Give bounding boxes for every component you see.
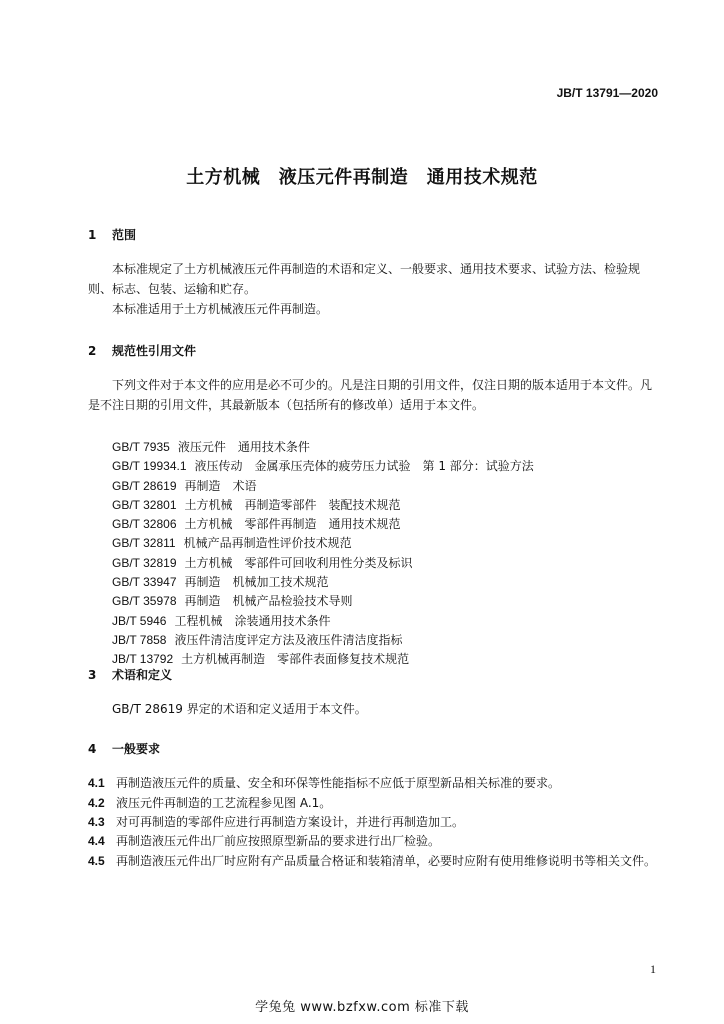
reference-code: GB/T 19934.1 — [112, 459, 187, 474]
section-3-heading — [88, 666, 172, 683]
reference-code: JB/T 5946 — [112, 613, 167, 628]
reference-code: GB/T 33947 — [112, 575, 177, 590]
standard-code: JB/T 13791—2020 — [556, 86, 658, 100]
clause-number: 4.4 — [88, 834, 105, 848]
section-title: 术语和定义 — [112, 668, 173, 682]
reference-code: GB/T 32811 — [112, 536, 176, 551]
reference-code: GB/T 35978 — [112, 594, 177, 609]
clause-text: 再制造液压元件出厂前应按照原型新品的要求进行出厂检验。 — [116, 834, 441, 848]
reference-title: 再制造 术语 — [184, 478, 257, 493]
terms-paragraph: GB/T 28619 界定的术语和定义适用于本文件。 — [112, 702, 367, 716]
reference-item — [112, 554, 534, 573]
reference-title: 液压元件 通用技术条件 — [177, 440, 310, 454]
clause-number: 4.2 — [88, 796, 105, 810]
reference-item — [112, 477, 534, 496]
reference-code: GB/T 32819 — [112, 555, 177, 570]
reference-code: GB/T 32801 — [112, 497, 177, 512]
clause-text: 再制造液压元件的质量、安全和环保等性能指标不应低于原型新品相关标准的要求。 — [116, 776, 561, 790]
reference-title: 土方机械 再制造零部件 装配技术规范 — [184, 497, 401, 512]
reference-title: 机械产品再制造性评价技术规范 — [183, 536, 352, 551]
reference-title: 再制造 机械产品检验技术导则 — [184, 594, 353, 609]
watermark-footer: 学兔兔 www.bzfxw.com 标准下载 — [255, 1000, 469, 1015]
reference-item — [112, 515, 534, 534]
section-title: 范围 — [112, 228, 137, 242]
reference-code: GB/T 32806 — [112, 517, 177, 532]
reference-title: 液压传动 金属承压壳体的疲劳压力试验 第 1 部分：试验方法 — [194, 459, 534, 474]
reference-item — [112, 534, 534, 553]
reference-item — [112, 457, 534, 476]
section-number: 2 — [88, 344, 97, 358]
reference-title: 土方机械再制造 零部件表面修复技术规范 — [181, 652, 410, 667]
reference-code: JB/T 7858 — [112, 632, 167, 647]
reference-item — [112, 592, 534, 611]
reference-item — [112, 631, 534, 650]
document-title: 土方机械 液压元件再制造 通用技术规范 — [186, 167, 538, 188]
section-number: 3 — [88, 668, 97, 682]
page-number: 1 — [650, 962, 656, 976]
clause-4-1 — [88, 774, 658, 794]
clause-number: 4.3 — [88, 815, 105, 829]
references-intro: 下列文件对于本文件的应用是必不可少的。凡是注日期的引用文件，仅注日期的版本适用于本文件。凡是不注日期的引用文件，其最新版本（包括所有的修改单）适用于本文件。 — [88, 378, 653, 412]
reference-title: 土方机械 零部件可回收利用性分类及标识 — [184, 555, 413, 570]
reference-title: 工程机械 涂装通用技术条件 — [174, 613, 331, 628]
scope-paragraph-1: 本标准规定了土方机械液压元件再制造的术语和定义、一般要求、通用技术要求、试验方法、检验规则、标志、包装、运输和贮存。 — [88, 262, 641, 296]
reference-code: JB/T 13792 — [112, 652, 174, 667]
section-1-heading — [88, 226, 136, 243]
reference-item — [112, 573, 534, 592]
clause-number: 4.5 — [88, 854, 105, 868]
section-4-heading — [88, 740, 160, 757]
clause-number: 4.1 — [88, 776, 105, 790]
reference-title: 再制造 机械加工技术规范 — [184, 575, 329, 590]
clause-text: 对可再制造的零部件应进行再制造方案设计，并进行再制造加工。 — [116, 815, 465, 829]
scope-paragraph-2: 本标准适用于土方机械液压元件再制造。 — [112, 302, 329, 316]
section-2-heading — [88, 342, 196, 359]
clause-4-3 — [88, 813, 658, 833]
reference-title: 土方机械 零部件再制造 通用技术规范 — [184, 517, 401, 532]
clause-text: 再制造液压元件出厂时应附有产品质量合格证和装箱清单，必要时应附有使用维修说明书等相关文件。 — [116, 854, 657, 868]
reference-item — [112, 650, 534, 669]
section-number: 1 — [88, 228, 97, 242]
reference-code: GB/T 28619 — [112, 478, 177, 493]
section-title: 一般要求 — [112, 742, 161, 756]
section-number: 4 — [88, 742, 97, 756]
reference-code: GB/T 7935 — [112, 440, 170, 454]
reference-item — [112, 612, 534, 631]
clause-text: 液压元件再制造的工艺流程参见图 A.1。 — [116, 796, 332, 810]
section-title: 规范性引用文件 — [112, 344, 197, 358]
clause-4-4 — [88, 832, 658, 852]
reference-item — [112, 496, 534, 515]
reference-list — [112, 438, 534, 670]
clause-4-2 — [88, 794, 658, 814]
reference-item — [112, 438, 534, 457]
clause-4-5 — [88, 852, 658, 872]
reference-title: 液压件清洁度评定方法及液压件清洁度指标 — [174, 632, 403, 647]
